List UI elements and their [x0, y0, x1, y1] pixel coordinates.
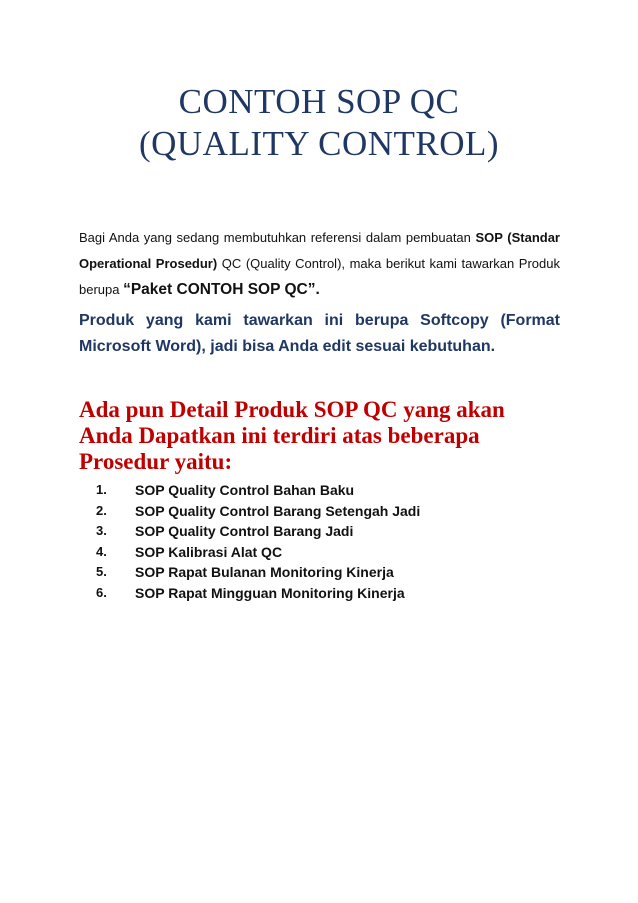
procedure-number: 3. [96, 523, 107, 538]
procedure-number: 6. [96, 584, 107, 600]
procedure-item [0, 521, 638, 542]
procedure-text: SOP Quality Control Bahan Baku [135, 482, 355, 498]
page-title-line-2: (QUALITY CONTROL) [138, 124, 500, 163]
procedure-text: SOP Rapat Mingguan Monitoring Kinerja [135, 584, 405, 601]
procedure-text: SOP Quality Control Barang Setengah Jadi [135, 502, 421, 519]
intro-paragraph [79, 225, 560, 303]
procedure-number: 1. [96, 482, 107, 497]
procedure-text: SOP Rapat Bulanan Monitoring Kinerja [135, 564, 394, 580]
intro-text-1: Bagi Anda yang sedang membutuhkan referensi dalam pembuatan [79, 230, 476, 245]
procedure-item [0, 542, 638, 563]
procedure-item [0, 501, 638, 522]
intro-text-2: QC (Quality Control), maka berikut kami tawarkan Produk berupa [79, 256, 560, 297]
procedure-number: 4. [96, 543, 107, 559]
procedure-text: SOP Kalibrasi Alat QC [135, 543, 283, 560]
procedure-text: SOP Quality Control Barang Jadi [135, 523, 354, 539]
procedure-item [0, 480, 638, 501]
procedure-number: 5. [96, 564, 107, 579]
offer-paragraph: Produk yang kami tawarkan ini berupa Softcopy (Format Microsoft Word), jadi bisa Anda edit sesuai kebutuhan. [79, 312, 560, 355]
procedure-item [0, 562, 638, 583]
procedure-list [0, 480, 638, 603]
detail-heading: Ada pun Detail Produk SOP QC yang akan Anda Dapatkan ini terdiri atas beberapa Prosedur yaitu: [79, 397, 505, 474]
procedure-number: 2. [96, 502, 107, 518]
intro-bold-sop: SOP (Standar Operational Prosedur) [79, 230, 560, 271]
intro-bold-package: “Paket CONTOH SOP QC”. [123, 281, 320, 298]
procedure-item [0, 583, 638, 604]
page-title-line-1: CONTOH SOP QC [178, 82, 460, 121]
